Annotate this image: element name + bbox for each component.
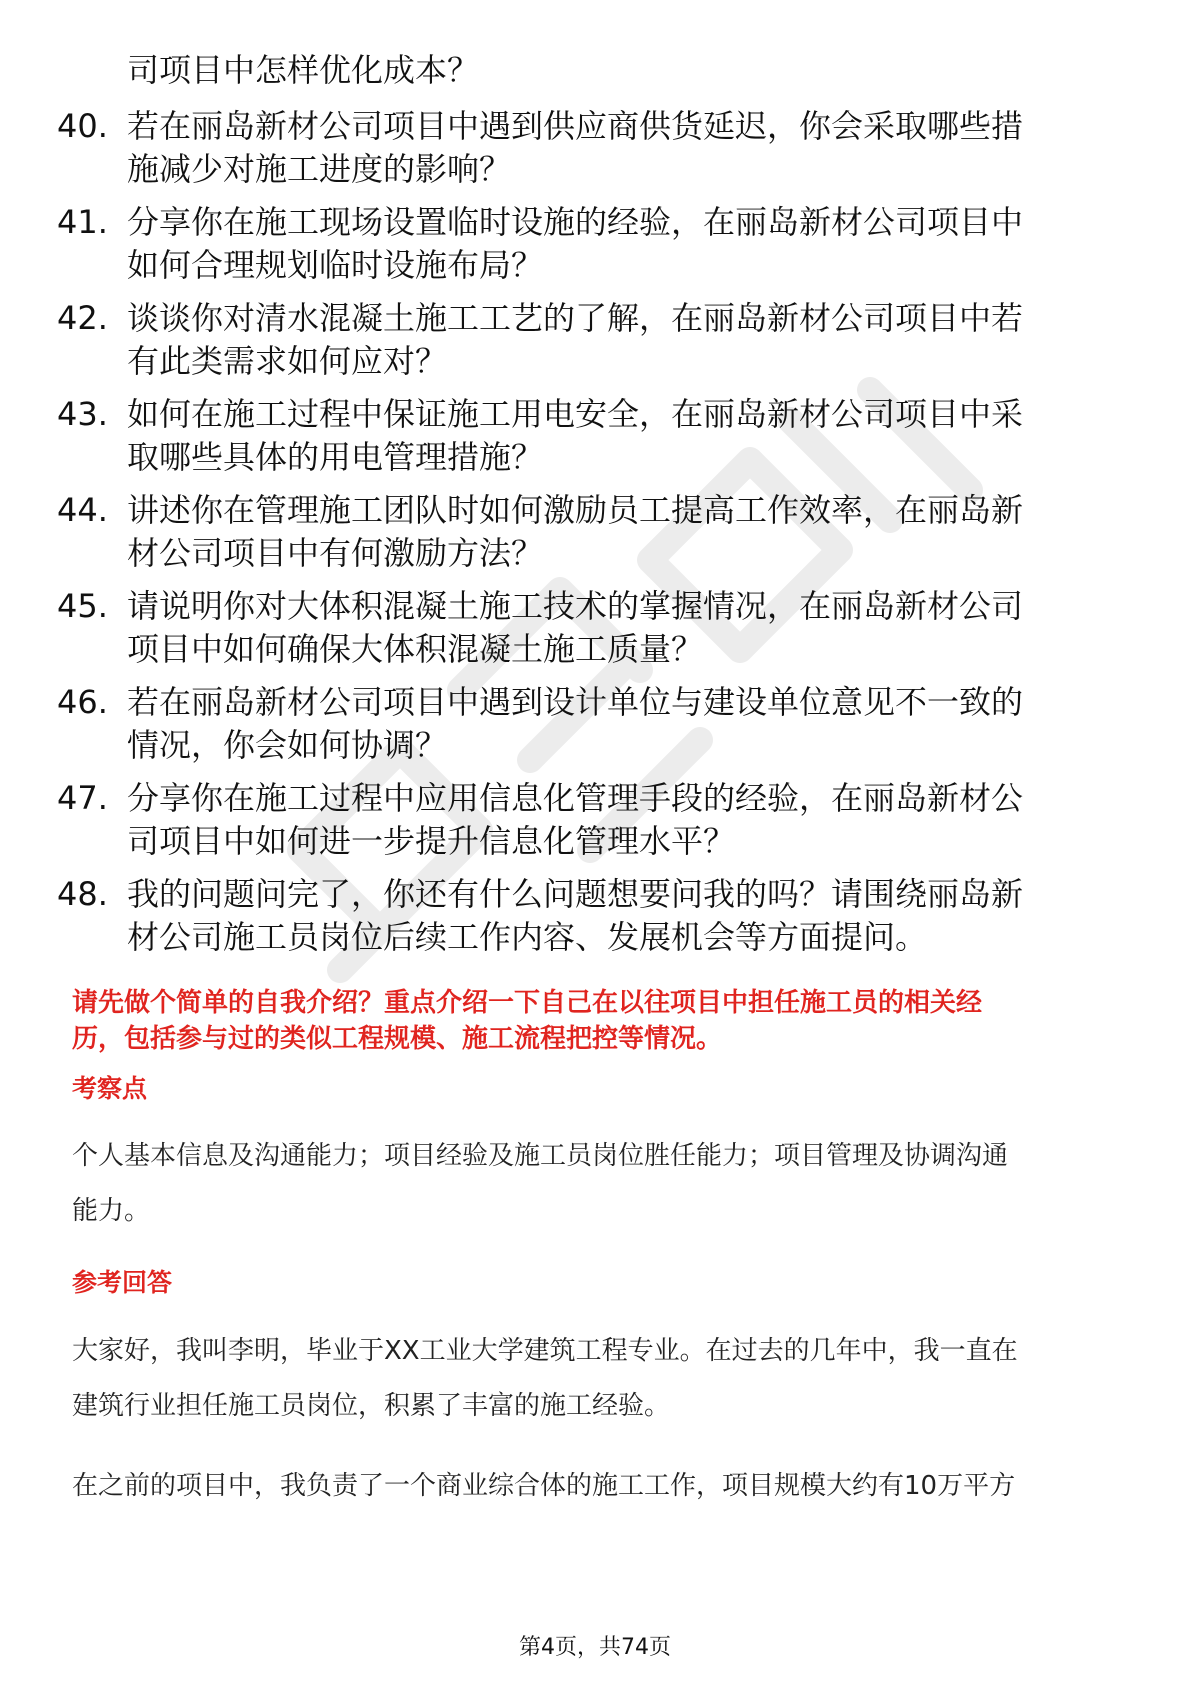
question-text: 谈谈你对清水混凝土施工工艺的了解，在丽岛新材公司项目中若	[127, 299, 1024, 337]
assessment-text: 个人基本信息及沟通能力；项目经验及施工员岗位胜任能力；项目管理及协调沟通	[72, 1141, 1009, 1171]
assessment-heading: 考察点	[72, 1074, 148, 1103]
reference-answer-heading: 参考回答	[72, 1268, 173, 1297]
question-text: 情况，你会如何协调？	[127, 726, 448, 764]
question-number: 46.	[57, 683, 108, 721]
question-text: 取哪些具体的用电管理措施？	[127, 438, 544, 476]
question-text: 如何合理规划临时设施布局？	[127, 246, 544, 284]
question-text: 司项目中如何进一步提升信息化管理水平？	[127, 822, 736, 860]
question-text: 若在丽岛新材公司项目中遇到设计单位与建设单位意见不一致的	[127, 683, 1024, 721]
question-continuation: 司项目中怎样优化成本？	[127, 51, 480, 89]
question-text: 若在丽岛新材公司项目中遇到供应商供货延迟，你会采取哪些措	[127, 107, 1024, 145]
question-number: 48.	[57, 875, 108, 913]
question-item	[0, 105, 1190, 195]
question-text: 材公司施工员岗位后续工作内容、发展机会等方面提问。	[127, 918, 928, 956]
question-number: 45.	[57, 587, 108, 625]
question-number: 44.	[57, 491, 108, 529]
question-number: 42.	[57, 299, 108, 337]
question-text: 分享你在施工过程中应用信息化管理手段的经验，在丽岛新材公	[127, 779, 1024, 817]
question-text: 项目中如何确保大体积混凝土施工质量？	[127, 630, 704, 668]
question-item	[0, 585, 1190, 675]
question-item	[0, 393, 1190, 483]
answer-text: 在之前的项目中，我负责了一个商业综合体的施工工作，项目规模大约有10万平方	[72, 1471, 1016, 1501]
question-item	[0, 777, 1190, 867]
question-text: 请说明你对大体积混凝土施工技术的掌握情况，在丽岛新材公司	[127, 587, 1024, 625]
question-text: 我的问题问完了，你还有什么问题想要问我的吗？请围绕丽岛新	[127, 875, 1024, 913]
question-item	[0, 489, 1190, 579]
intro-question-line: 历，包括参与过的类似工程规模、施工流程把控等情况。	[72, 1024, 723, 1054]
question-number: 40.	[57, 107, 108, 145]
assessment-text: 能力。	[72, 1196, 151, 1226]
question-number: 41.	[57, 203, 108, 241]
intro-question-line: 请先做个简单的自我介绍？重点介绍一下自己在以往项目中担任施工员的相关经	[72, 988, 983, 1018]
question-item	[0, 201, 1190, 291]
question-text: 材公司项目中有何激励方法？	[127, 534, 544, 572]
question-item	[0, 873, 1190, 963]
question-text: 如何在施工过程中保证施工用电安全，在丽岛新材公司项目中采	[127, 395, 1024, 433]
question-number: 47.	[57, 779, 108, 817]
question-item	[0, 297, 1190, 387]
question-text: 讲述你在管理施工团队时如何激励员工提高工作效率，在丽岛新	[127, 491, 1024, 529]
question-item	[0, 681, 1190, 771]
question-text: 施减少对施工进度的影响？	[127, 150, 512, 188]
page-number: 第4页，共74页	[519, 1635, 671, 1660]
answer-text: 建筑行业担任施工员岗位，积累了丰富的施工经验。	[72, 1391, 671, 1421]
question-number: 43.	[57, 395, 108, 433]
answer-text: 大家好，我叫李明，毕业于XX工业大学建筑工程专业。在过去的几年中，我一直在	[72, 1336, 1018, 1366]
question-text: 分享你在施工现场设置临时设施的经验，在丽岛新材公司项目中	[127, 203, 1024, 241]
question-text: 有此类需求如何应对？	[127, 342, 448, 380]
